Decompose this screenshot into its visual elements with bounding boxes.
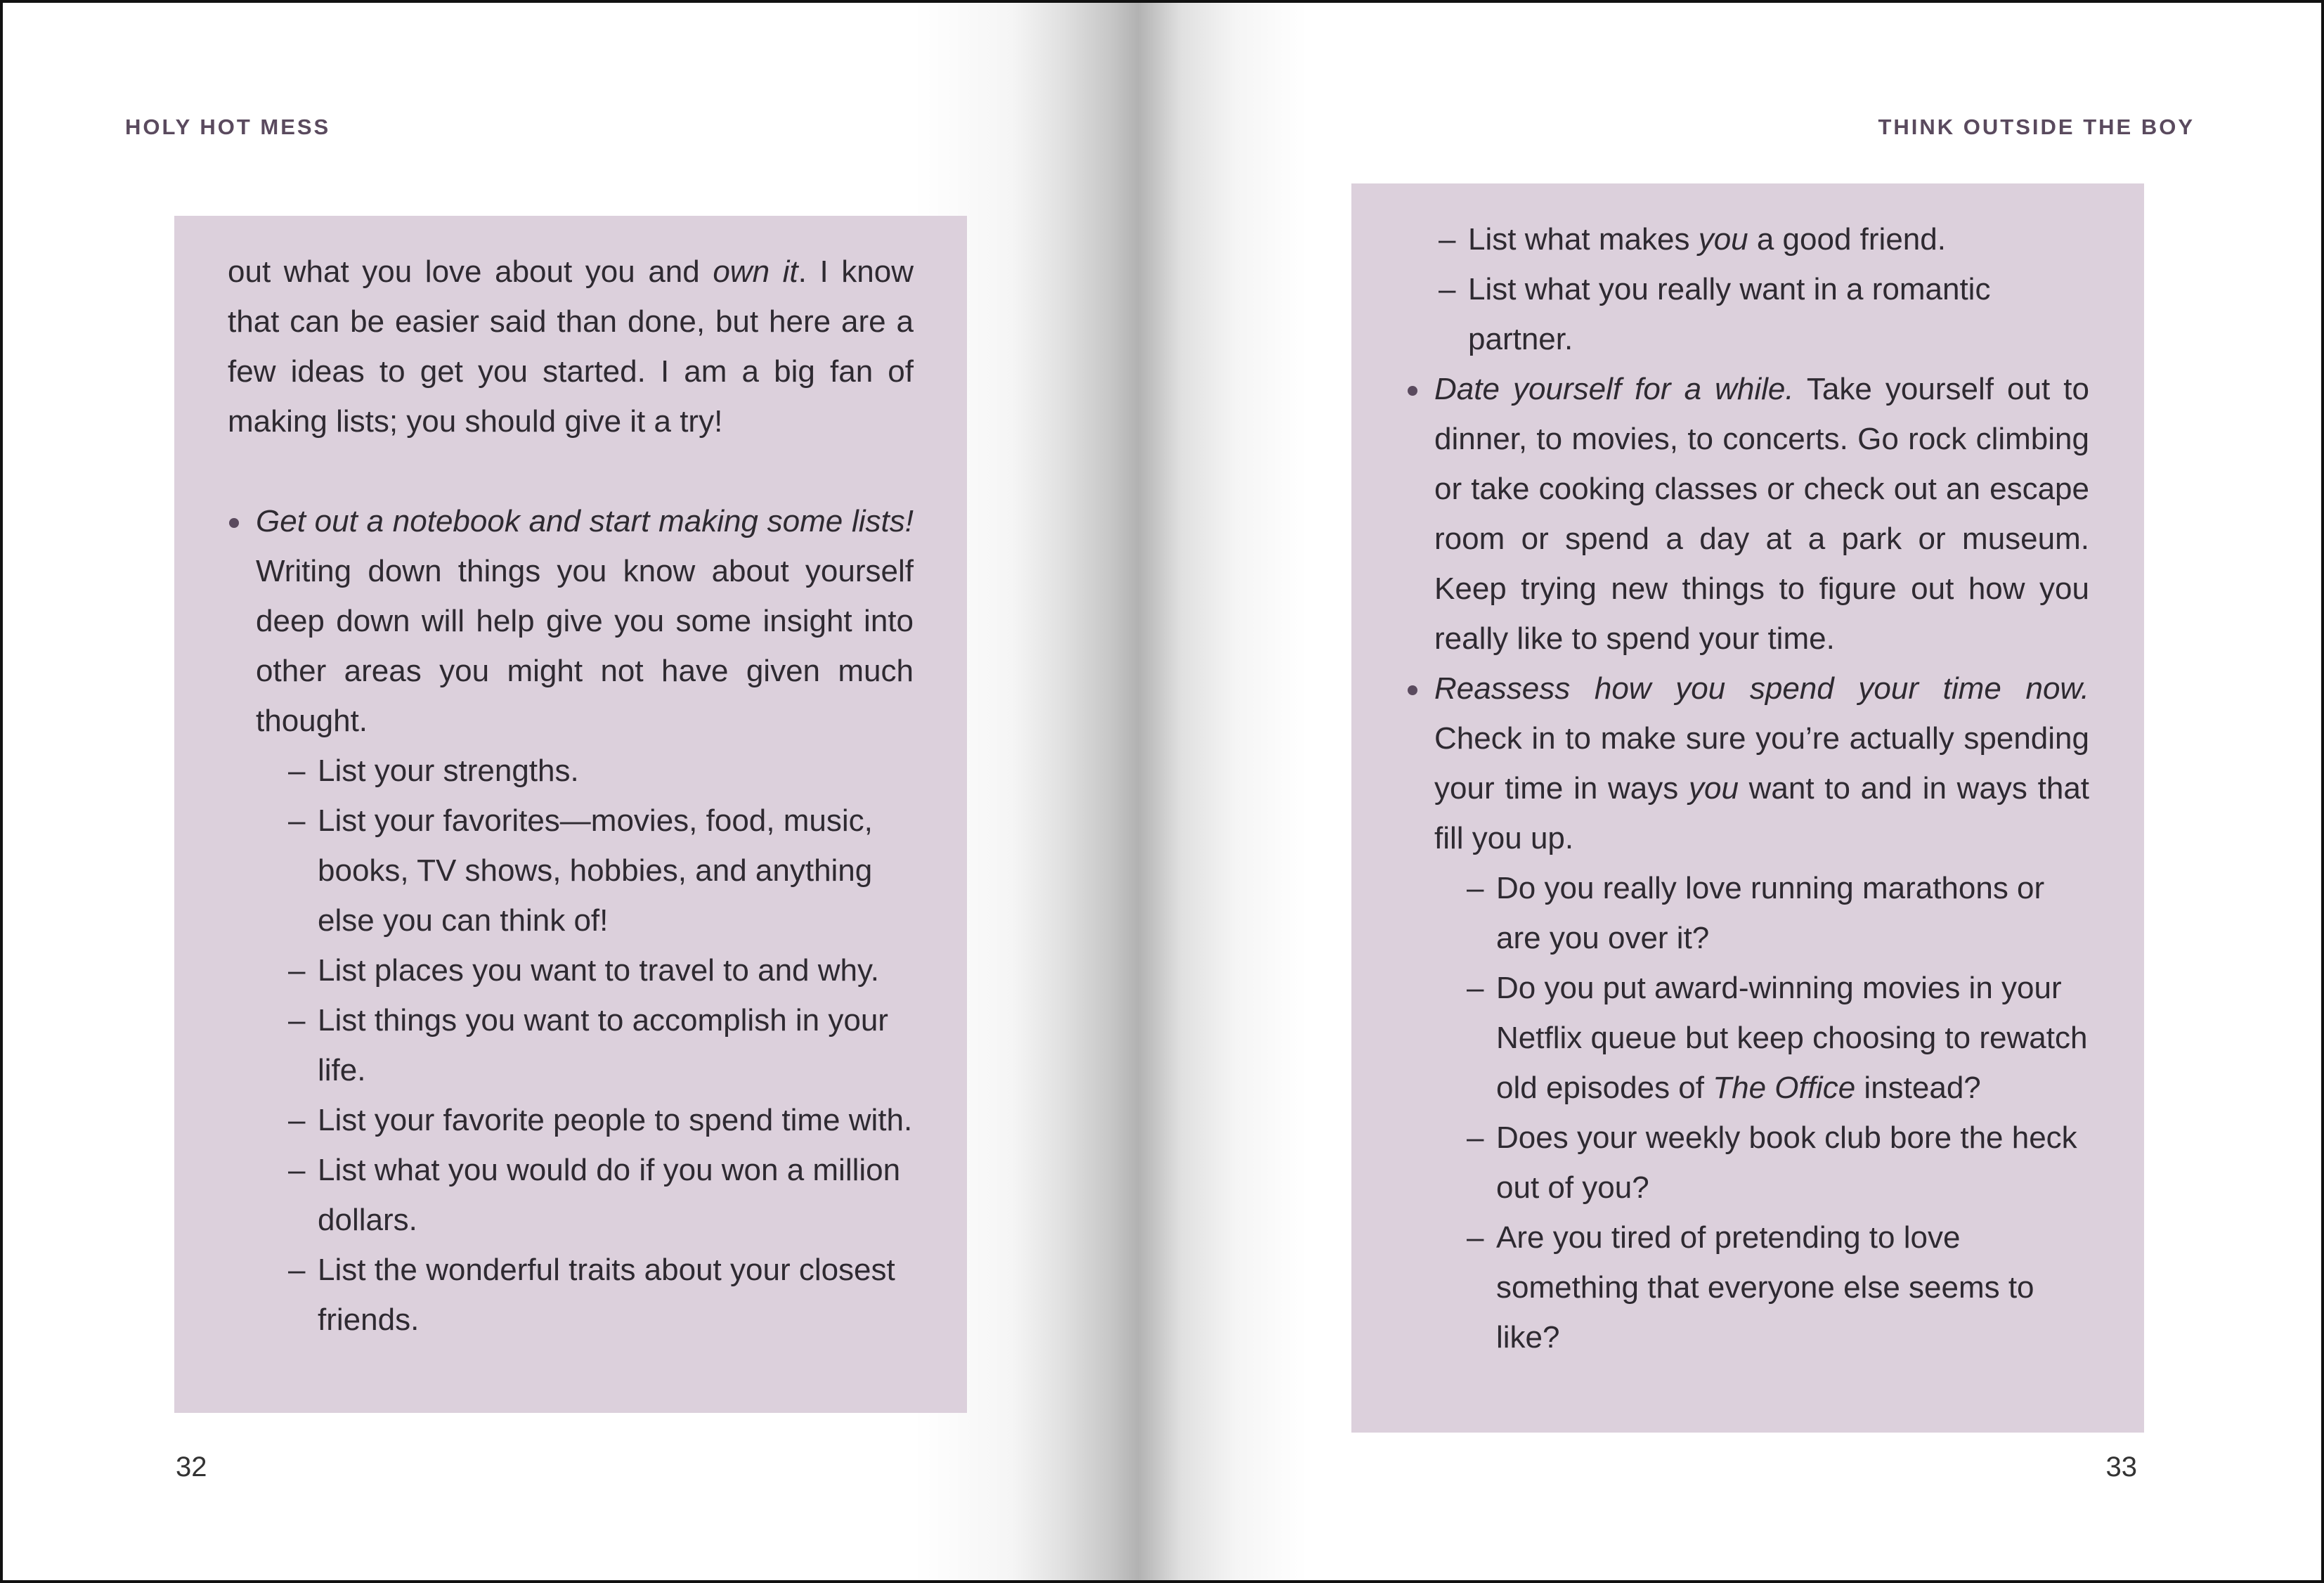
dash-marker: – xyxy=(1439,222,1456,257)
sidebar-box-right xyxy=(1351,183,2144,1433)
list-item xyxy=(1406,1113,2089,1213)
bullet-text: Writing down things you know about yourself deep down will help give you some insight into other areas you might not have given much thought. xyxy=(256,554,914,738)
bullet-lead: Date yourself for a while. xyxy=(1434,372,1794,406)
list-item-text: Do you really love running marathons or are you over it? xyxy=(1496,871,2045,955)
dash-marker: – xyxy=(1439,272,1456,306)
bullet-reassess xyxy=(1406,664,2089,863)
bullet-text: Take yourself out to dinner, to movies, to concerts. Go rock climbing or take cooking classes or check out an escape room or spend a day at a park or museum. Keep trying new things to figure out how you really like to spend your time. xyxy=(1434,372,2089,656)
list-item xyxy=(228,796,914,945)
bullet-lead: Get out a notebook and start making some lists! xyxy=(256,504,914,538)
list-item-text: List what you would do if you won a million dollars. xyxy=(318,1153,901,1237)
dash-marker: – xyxy=(288,1003,306,1038)
bullet-notebook xyxy=(228,496,914,746)
dash-marker: – xyxy=(288,754,306,788)
running-head-left: HOLY HOT MESS xyxy=(125,115,331,139)
intro-text-1: out what you love about you and xyxy=(228,254,713,289)
list-item-text: List the wonderful traits about your closest friends. xyxy=(318,1253,895,1337)
list-item-text: List what makes xyxy=(1468,222,1699,257)
bullet-date-yourself xyxy=(1406,364,2089,664)
dash-marker: – xyxy=(288,1153,306,1187)
list-item xyxy=(228,945,914,995)
bullet-text: Check in to make sure you’re actually spending your time in ways xyxy=(1434,721,2089,806)
list-item-text: List what you really want in a romantic partner. xyxy=(1468,272,1991,356)
list-item-text: List your favorite people to spend time with. xyxy=(318,1103,913,1137)
running-head-right: THINK OUTSIDE THE BOY xyxy=(1878,115,2195,139)
list-item xyxy=(1406,264,2089,364)
list-item xyxy=(228,1145,914,1245)
intro-text-2: . I know that can be easier said than done, but here are a few ideas to get you started. I am a big fan of making lists; you should give it a try! xyxy=(228,254,914,439)
list-item-italic: The Office xyxy=(1713,1071,1856,1105)
list-item xyxy=(228,1245,914,1345)
list-item-text: Do you put award-winning movies in your Netflix queue but keep choosing to rewatch old episodes of xyxy=(1496,971,2088,1105)
intro-italic: own it xyxy=(713,254,798,289)
bullet-italic: you xyxy=(1688,771,1739,806)
dash-marker: – xyxy=(288,953,306,988)
list-item-italic: you xyxy=(1698,222,1748,257)
dash-marker: – xyxy=(1467,1120,1484,1155)
sidebar-box-left xyxy=(174,216,967,1413)
dash-marker: – xyxy=(288,803,306,838)
list-item xyxy=(1406,214,2089,264)
sub-list-left xyxy=(228,746,914,1345)
list-item xyxy=(1406,1213,2089,1362)
list-item xyxy=(228,995,914,1095)
sub-list-reassess xyxy=(1406,863,2089,1362)
dash-marker: – xyxy=(1467,871,1484,905)
bullet-lead: Reassess how you spend your time now. xyxy=(1434,671,2089,706)
list-item-text: instead? xyxy=(1855,1071,1981,1105)
dash-marker: – xyxy=(1467,1220,1484,1255)
list-item xyxy=(1406,863,2089,963)
book-gutter-shadow xyxy=(914,3,1307,1580)
list-item-text: Does your weekly book club bore the heck out of you? xyxy=(1496,1120,2077,1205)
list-item-text: Are you tired of pretending to love something that everyone else seems to like? xyxy=(1496,1220,2034,1355)
list-item-text: List places you want to travel to and why. xyxy=(318,953,879,988)
list-item-text: List your strengths. xyxy=(318,754,579,788)
dash-marker: – xyxy=(288,1103,306,1137)
page-number-left: 32 xyxy=(176,1452,207,1482)
sub-list-continued xyxy=(1406,214,2089,364)
dash-marker: – xyxy=(288,1253,306,1287)
dash-marker: – xyxy=(1467,971,1484,1005)
list-item-text: List things you want to accomplish in your life. xyxy=(318,1003,888,1087)
list-item xyxy=(228,1095,914,1145)
list-item xyxy=(228,746,914,796)
list-item-text: a good friend. xyxy=(1748,222,1946,257)
list-item-text: List your favorites—movies, food, music, books, TV shows, hobbies, and anything else you can think of! xyxy=(318,803,873,938)
bullet-text: want to and in ways that fill you up. xyxy=(1434,771,2090,855)
page-number-right: 33 xyxy=(2105,1452,2137,1482)
list-item xyxy=(1406,963,2089,1113)
intro-paragraph xyxy=(228,247,914,446)
